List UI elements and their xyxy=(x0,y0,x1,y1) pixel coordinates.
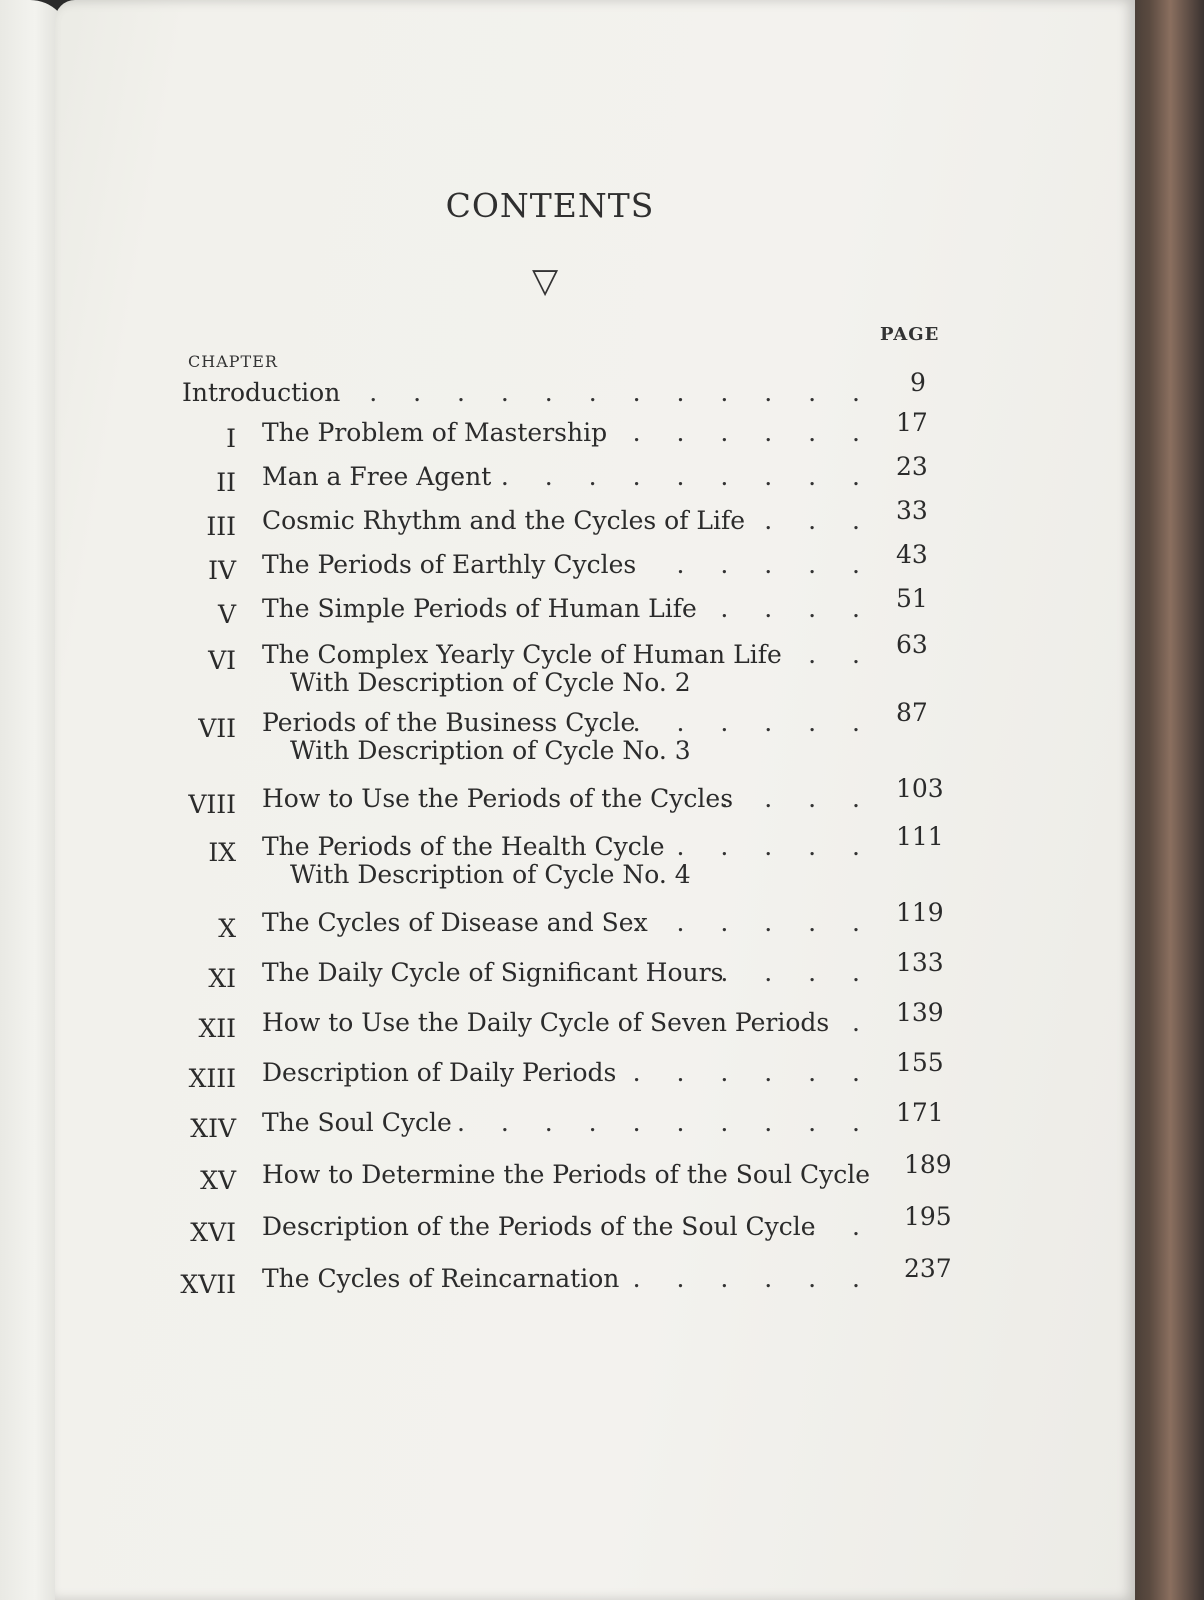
toc-entry-13 xyxy=(0,1048,1204,1098)
entry-title: How to Use the Daily Cycle of Seven Periods xyxy=(262,1008,830,1037)
entry-title: The Cycles of Disease and Sex xyxy=(262,908,648,937)
entry-title: The Periods of the Health Cycle xyxy=(262,832,665,861)
chapter-number: VI xyxy=(208,646,236,675)
entry-title: The Problem of Mastership xyxy=(262,418,608,447)
toc-entry-7 xyxy=(0,698,1204,765)
entry-title: Periods of the Business Cycle xyxy=(262,708,636,737)
chapter-number: VII xyxy=(198,714,236,743)
chapter-number: I xyxy=(226,424,236,453)
leader-dots: . . . . xyxy=(720,784,874,813)
entry-page: 103 xyxy=(896,774,944,803)
toc-entry-4 xyxy=(0,540,1204,590)
entry-page: 43 xyxy=(896,540,928,569)
leader-dots: . . . . . . . . . . xyxy=(457,1108,874,1137)
toc-entry-5 xyxy=(0,584,1204,634)
page-column-label: PAGE xyxy=(880,324,940,345)
entry-title: The Simple Periods of Human Life xyxy=(262,594,697,623)
chapter-number: XVI xyxy=(190,1218,236,1247)
toc-entry-14 xyxy=(0,1098,1204,1148)
chapter-number: II xyxy=(216,468,236,497)
toc-entry-8 xyxy=(0,774,1204,824)
leader-dots: . . . . . xyxy=(676,832,874,861)
entry-page: 133 xyxy=(896,948,944,977)
triangle-ornament-icon: ▽ xyxy=(532,261,559,301)
chapter-number: IV xyxy=(208,556,236,585)
leader-dots: . . . . . . . xyxy=(588,708,874,737)
entry-page: 9 xyxy=(910,368,926,397)
leader-dots: . . . . . . . . . . . . . xyxy=(325,378,874,407)
toc-entry-12 xyxy=(0,998,1204,1048)
entry-page: 23 xyxy=(896,452,928,481)
entry-title: How to Determine the Periods of the Soul Cycle xyxy=(262,1160,870,1189)
toc-entry-3 xyxy=(0,496,1204,546)
entry-subtitle: With Description of Cycle No. 4 xyxy=(290,860,691,889)
entry-title: The Soul Cycle xyxy=(262,1108,452,1137)
toc-entry-1 xyxy=(0,408,1204,458)
leader-dots: . . . . . xyxy=(676,550,874,579)
entry-page: 139 xyxy=(896,998,944,1027)
leader-dots: . . . . xyxy=(720,958,874,987)
leader-dots: . . xyxy=(808,1212,874,1241)
entry-title: Introduction xyxy=(182,378,341,407)
chapter-number: XVII xyxy=(180,1270,236,1299)
entry-title: Description of Daily Periods xyxy=(262,1058,617,1087)
leader-dots: . . . . xyxy=(720,594,874,623)
entry-page: 87 xyxy=(896,698,928,727)
entry-page: 195 xyxy=(904,1202,952,1231)
entry-title: Man a Free Agent xyxy=(262,462,492,491)
entry-title: The Daily Cycle of Significant Hours xyxy=(262,958,724,987)
entry-page: 33 xyxy=(896,496,928,525)
toc-entry-2 xyxy=(0,452,1204,502)
toc-entry-6 xyxy=(0,630,1204,697)
chapter-number: X xyxy=(218,914,236,943)
toc-entry-9 xyxy=(0,822,1204,889)
entry-subtitle: With Description of Cycle No. 2 xyxy=(290,668,691,697)
toc-entry-introduction xyxy=(0,368,1204,418)
entry-page: 155 xyxy=(896,1048,944,1077)
toc-entry-15 xyxy=(0,1150,1204,1200)
toc-entry-11 xyxy=(0,948,1204,998)
toc-entry-16 xyxy=(0,1202,1204,1252)
chapter-number: VIII xyxy=(188,790,236,819)
chapter-number: XII xyxy=(198,1014,236,1043)
leader-dots: . . . . . . xyxy=(632,1058,874,1087)
leader-dots: . . . . . . xyxy=(632,908,874,937)
entry-page: 189 xyxy=(904,1150,952,1179)
entry-page: 51 xyxy=(896,584,928,613)
entry-page: 119 xyxy=(896,898,944,927)
entry-title: Description of the Periods of the Soul Cycle xyxy=(262,1212,816,1241)
chapter-number: V xyxy=(217,600,236,629)
leader-dots: . . . xyxy=(764,506,874,535)
chapter-number: XV xyxy=(200,1166,236,1195)
entry-page: 111 xyxy=(896,822,944,851)
leader-dots: . . xyxy=(808,640,874,669)
toc-entry-10 xyxy=(0,898,1204,948)
entry-title: The Cycles of Reincarnation xyxy=(262,1264,620,1293)
page-title: CONTENTS xyxy=(445,186,655,225)
toc-entry-17 xyxy=(0,1254,1204,1304)
entry-page: 63 xyxy=(896,630,928,659)
entry-title: The Periods of Earthly Cycles xyxy=(262,550,637,579)
chapter-number: XI xyxy=(208,964,236,993)
chapter-number: IX xyxy=(208,838,236,867)
leader-dots: . . . . . . xyxy=(632,1264,874,1293)
entry-title: The Complex Yearly Cycle of Human Life xyxy=(262,640,782,669)
chapter-number: XIII xyxy=(188,1064,236,1093)
entry-title: Cosmic Rhythm and the Cycles of Life xyxy=(262,506,746,535)
leader-dots: . . . . . . . . . . xyxy=(457,462,874,491)
chapter-number: XIV xyxy=(190,1114,236,1143)
leader-dots: . xyxy=(852,1008,874,1037)
chapter-number: III xyxy=(206,512,236,541)
leader-dots: . . . . . . xyxy=(632,418,874,447)
entry-subtitle: With Description of Cycle No. 3 xyxy=(290,736,691,765)
entry-page: 17 xyxy=(896,408,928,437)
entry-title: How to Use the Periods of the Cycles xyxy=(262,784,734,813)
chapter-column-label: CHAPTER xyxy=(188,352,278,371)
entry-page: 237 xyxy=(904,1254,952,1283)
entry-page: 171 xyxy=(896,1098,944,1127)
